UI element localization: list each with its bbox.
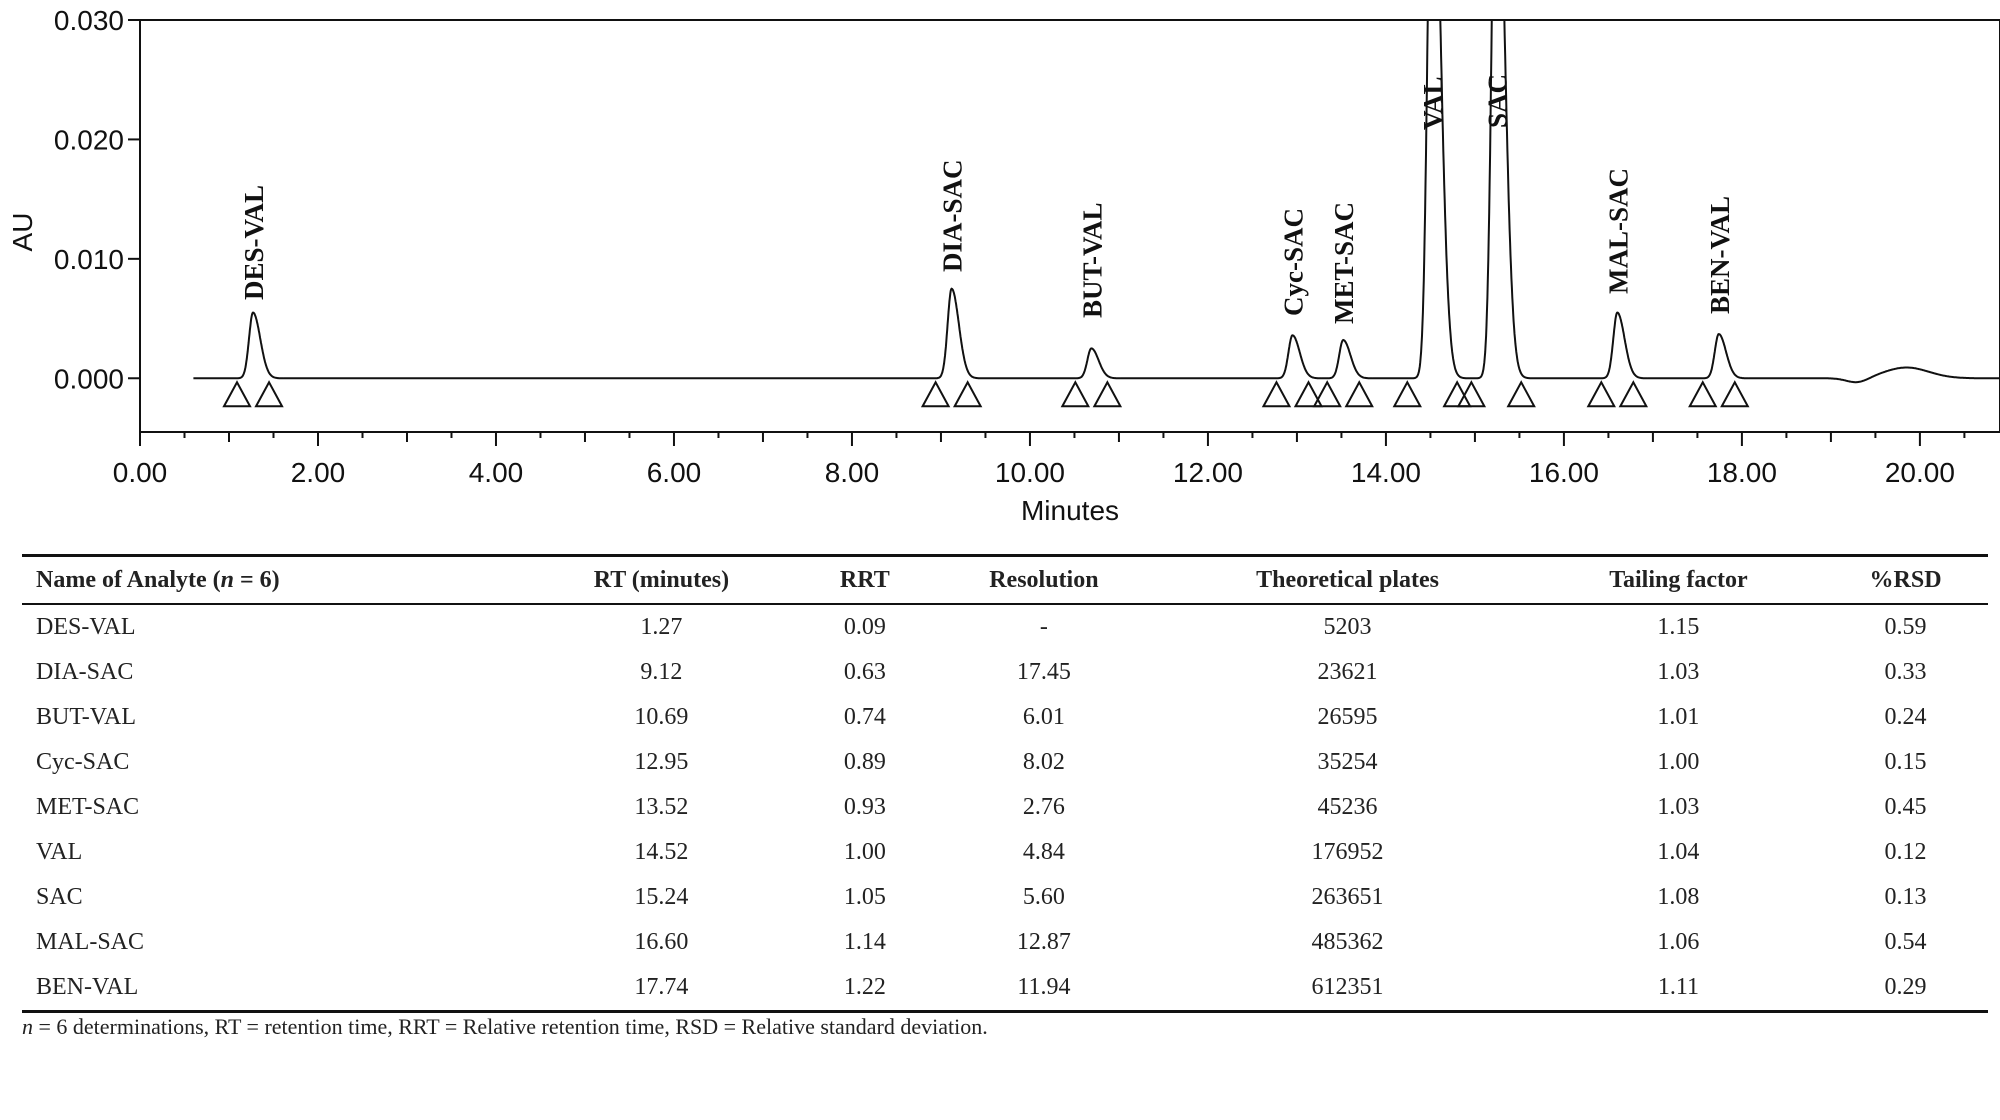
peak-label: BUT-VAL bbox=[1077, 202, 1108, 318]
peak-marker-icon bbox=[1458, 382, 1484, 406]
header-analyte: Name of Analyte (n = 6) bbox=[36, 566, 280, 593]
cell-tailing: 1.00 bbox=[1657, 749, 1700, 775]
peak-marker-icon bbox=[1690, 382, 1716, 406]
header-tailing: Tailing factor bbox=[1609, 566, 1748, 593]
cell-rrt: 0.93 bbox=[843, 794, 886, 820]
cell-rrt: 1.00 bbox=[843, 839, 886, 865]
cell-rt: 9.12 bbox=[640, 659, 683, 685]
y-tick-label: 0.030 bbox=[53, 5, 124, 36]
table-row bbox=[22, 740, 1988, 785]
cell-tailing: 1.03 bbox=[1657, 659, 1700, 685]
x-tick-label: 8.00 bbox=[824, 457, 880, 488]
peak-marker-icon bbox=[1263, 382, 1289, 406]
cell-rt: 10.69 bbox=[634, 704, 689, 730]
cell-analyte: MET-SAC bbox=[36, 794, 140, 820]
cell-resolution: 5.60 bbox=[1022, 884, 1065, 910]
chromatogram-trace bbox=[193, 0, 1999, 382]
peak-marker-icon bbox=[1588, 382, 1614, 406]
y-tick-label: 0.000 bbox=[53, 363, 124, 395]
cell-resolution: 17.45 bbox=[1016, 659, 1071, 685]
cell-rrt: 1.05 bbox=[843, 884, 886, 910]
x-tick-label: 0.00 bbox=[112, 457, 168, 488]
cell-analyte: VAL bbox=[36, 839, 83, 865]
cell-rt: 13.52 bbox=[634, 794, 689, 820]
cell-tailing: 1.08 bbox=[1657, 884, 1700, 910]
chromatogram-chart bbox=[0, 0, 2000, 540]
peak-marker-icon bbox=[1094, 382, 1120, 406]
peak-marker-icon bbox=[1346, 382, 1372, 406]
peak-label: MET-SAC bbox=[1329, 201, 1360, 324]
cell-analyte: BEN-VAL bbox=[36, 974, 139, 1000]
cell-plates: 263651 bbox=[1311, 884, 1384, 910]
cell-resolution: 12.87 bbox=[1016, 929, 1071, 955]
peak-label: BEN-VAL bbox=[1704, 195, 1735, 314]
x-tick-label: 2.00 bbox=[290, 457, 346, 488]
cell-plates: 45236 bbox=[1317, 794, 1378, 820]
cell-rsd: 0.15 bbox=[1884, 749, 1927, 775]
header-resolution: Resolution bbox=[989, 566, 1099, 593]
cell-tailing: 1.11 bbox=[1657, 974, 1699, 1000]
results-table bbox=[22, 554, 1988, 1013]
cell-rt: 1.27 bbox=[640, 614, 683, 640]
cell-rrt: 1.14 bbox=[843, 929, 886, 955]
peak-marker-icon bbox=[224, 382, 250, 406]
peak-marker-icon bbox=[1296, 382, 1322, 406]
cell-rsd: 0.13 bbox=[1884, 884, 1927, 910]
cell-resolution: 4.84 bbox=[1022, 839, 1065, 865]
table-row bbox=[22, 920, 1988, 965]
cell-analyte: SAC bbox=[36, 884, 83, 910]
cell-rsd: 0.33 bbox=[1884, 659, 1927, 685]
cell-plates: 23621 bbox=[1317, 659, 1378, 685]
cell-rt: 17.74 bbox=[634, 974, 689, 1000]
table-header-row bbox=[22, 556, 1988, 605]
x-tick-label: 14.00 bbox=[1350, 457, 1421, 488]
y-tick-label: 0.020 bbox=[53, 124, 124, 156]
y-axis-title: AU bbox=[7, 212, 38, 252]
header-rrt: RRT bbox=[839, 566, 890, 593]
x-tick-label: 10.00 bbox=[994, 457, 1065, 488]
trace-group bbox=[193, 0, 1999, 382]
x-axis-title: Minutes bbox=[1020, 495, 1120, 526]
table-row bbox=[22, 830, 1988, 875]
cell-analyte: DIA-SAC bbox=[36, 659, 134, 685]
cell-plates: 485362 bbox=[1311, 929, 1384, 955]
cell-tailing: 1.06 bbox=[1657, 929, 1700, 955]
header-rt: RT (minutes) bbox=[593, 566, 730, 593]
cell-resolution: 6.01 bbox=[1022, 704, 1065, 730]
peak-label: DIA-SAC bbox=[937, 159, 968, 272]
cell-analyte: BUT-VAL bbox=[36, 704, 137, 730]
peak-marker-icon bbox=[1394, 382, 1420, 406]
peak-marker-icon bbox=[1444, 382, 1470, 406]
cell-rsd: 0.54 bbox=[1884, 929, 1927, 955]
cell-plates: 176952 bbox=[1311, 839, 1384, 865]
x-axis bbox=[113, 432, 1965, 488]
cell-resolution: - bbox=[1039, 614, 1048, 640]
peak-markers bbox=[224, 382, 1748, 406]
cell-rsd: 0.12 bbox=[1884, 839, 1927, 865]
cell-rrt: 0.63 bbox=[843, 659, 886, 685]
cell-plates: 612351 bbox=[1311, 974, 1384, 1000]
table-row bbox=[22, 695, 1988, 740]
cell-analyte: Cyc-SAC bbox=[36, 749, 130, 775]
y-tick-label: 0.010 bbox=[53, 243, 124, 275]
cell-rt: 12.95 bbox=[634, 749, 689, 775]
cell-plates: 5203 bbox=[1323, 614, 1372, 640]
cell-rsd: 0.59 bbox=[1884, 614, 1927, 640]
cell-tailing: 1.04 bbox=[1657, 839, 1700, 865]
cell-rsd: 0.45 bbox=[1884, 794, 1927, 820]
x-tick-label: 6.00 bbox=[646, 457, 702, 488]
table-footnote: n = 6 determinations, RT = retention time, RRT = Relative retention time, RSD = Relative standard deviation. bbox=[22, 1014, 988, 1039]
table-row bbox=[22, 650, 1988, 695]
peak-marker-icon bbox=[1722, 382, 1748, 406]
peak-marker-icon bbox=[1508, 382, 1534, 406]
table-row bbox=[22, 785, 1988, 830]
peak-label: DES-VAL bbox=[239, 184, 269, 300]
header-plates: Theoretical plates bbox=[1256, 566, 1439, 593]
cell-rrt: 0.09 bbox=[843, 614, 886, 640]
cell-rsd: 0.29 bbox=[1884, 974, 1927, 1000]
x-tick-label: 20.00 bbox=[1884, 457, 1955, 488]
x-tick-label: 12.00 bbox=[1172, 457, 1243, 488]
peak-marker-icon bbox=[1620, 382, 1646, 406]
x-tick-label: 4.00 bbox=[468, 457, 524, 488]
cell-rrt: 0.74 bbox=[843, 704, 886, 730]
peak-label: Cyc-SAC bbox=[1278, 208, 1309, 316]
peak-label: VAL bbox=[1418, 76, 1449, 130]
cell-rt: 15.24 bbox=[634, 884, 689, 910]
cell-resolution: 2.76 bbox=[1022, 794, 1065, 820]
table-row bbox=[22, 875, 1988, 920]
header-rsd: %RSD bbox=[1869, 566, 1942, 593]
peak-marker-icon bbox=[955, 382, 981, 406]
cell-plates: 26595 bbox=[1317, 704, 1378, 730]
peak-label: MAL-SAC bbox=[1603, 168, 1634, 294]
x-tick-label: 16.00 bbox=[1528, 457, 1599, 488]
table-row bbox=[22, 965, 1988, 1012]
table-row bbox=[22, 604, 1988, 650]
peak-label: SAC bbox=[1482, 73, 1513, 128]
cell-tailing: 1.01 bbox=[1657, 704, 1700, 730]
peak-marker-icon bbox=[1314, 382, 1340, 406]
cell-resolution: 8.02 bbox=[1022, 749, 1065, 775]
cell-rrt: 1.22 bbox=[843, 974, 886, 1000]
y-axis bbox=[54, 5, 140, 394]
peak-labels bbox=[239, 74, 1735, 324]
cell-rsd: 0.24 bbox=[1884, 704, 1927, 730]
cell-rt: 14.52 bbox=[634, 839, 689, 865]
x-tick-label: 18.00 bbox=[1706, 457, 1777, 488]
peak-marker-icon bbox=[256, 382, 282, 406]
peak-marker-icon bbox=[923, 382, 949, 406]
cell-rt: 16.60 bbox=[634, 929, 689, 955]
cell-rrt: 0.89 bbox=[843, 749, 886, 775]
peak-marker-icon bbox=[1062, 382, 1088, 406]
cell-analyte: MAL-SAC bbox=[36, 929, 145, 955]
cell-plates: 35254 bbox=[1317, 749, 1378, 775]
cell-tailing: 1.15 bbox=[1657, 614, 1700, 640]
cell-tailing: 1.03 bbox=[1657, 794, 1700, 820]
cell-resolution: 11.94 bbox=[1017, 974, 1071, 1000]
cell-analyte: DES-VAL bbox=[36, 614, 136, 640]
